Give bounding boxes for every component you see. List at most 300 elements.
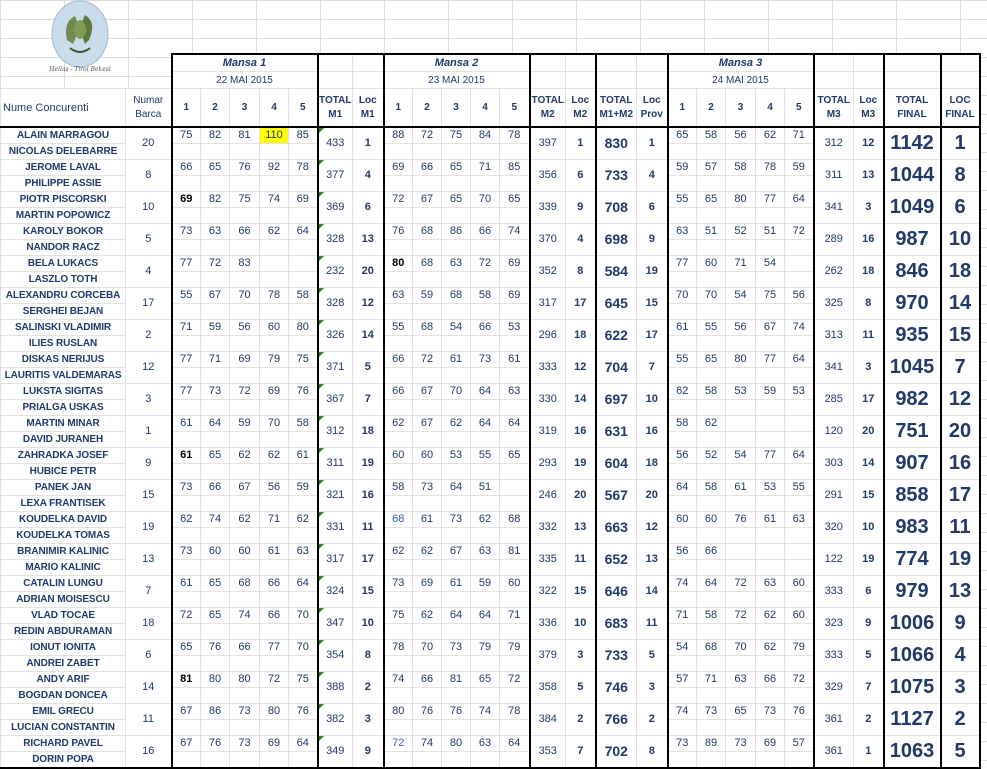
round-1-day-5-score [289,416,318,432]
score-value: 65 [208,577,222,589]
round-2-day-4-header [471,89,500,128]
total-m12-value: 652 [604,551,628,567]
score-value: 68 [392,513,405,525]
score-value: 75 [449,129,463,141]
score-value: 66 [267,609,281,621]
loc-m2 [566,127,596,160]
score-value: 73 [676,737,689,749]
round-1-day-1-score [172,160,201,176]
loc-prov [637,192,668,224]
round-2-day-4-score [471,288,500,304]
round-3-day-5-spacer [785,528,814,544]
score-value: 71 [267,513,281,525]
round-3-day-label: 2 [708,101,714,113]
crew-name-2 [1,592,126,608]
round-3-day-1-spacer [668,624,697,640]
score-value: 73 [392,577,405,589]
total-m1 [318,384,353,416]
score-value: 63 [676,225,689,237]
round-3-day-2-score [697,608,726,624]
round-1-day-3-score [230,416,260,432]
round-2-day-5-spacer [500,208,530,224]
score-value: 64 [478,385,492,397]
round-2-day-5-score [500,640,530,656]
round-1-day-5-spacer [289,304,318,320]
round-3-day-2-spacer [697,688,726,704]
round-3-day-2-spacer [697,464,726,480]
loc-m3-value: 13 [862,169,875,181]
round-3-day-5-spacer [785,432,814,448]
loc-m2 [566,160,596,192]
score-value: 65 [676,129,689,141]
loc-m3 [854,416,884,448]
round-2-day-4-spacer [471,656,500,672]
table-row [1,192,980,208]
round-3-day-3-score [726,704,756,720]
round-3-day-1-score [668,480,697,496]
total-m3 [814,576,854,608]
round-2-day-1-score [384,448,413,464]
round-3-day-4-score [756,480,785,496]
score-value: 55 [478,449,492,461]
boat-number [126,127,172,160]
loc-m2 [566,480,596,512]
round-3-day-4-spacer [756,688,785,704]
score-value: 62 [267,225,281,237]
round-1-day-label: 3 [241,101,248,113]
score-value: 64 [792,449,805,461]
round-2-day-4-spacer [471,304,500,320]
round-1-day-5-spacer [289,720,318,736]
score-value: 75 [763,289,777,301]
round-3-day-2-score [697,416,726,432]
total-m3 [814,127,854,160]
round-2-day-1-spacer [384,400,413,416]
loc-prov-value: 4 [648,169,655,181]
score-value: 79 [508,641,521,653]
score-value: 59 [420,289,434,301]
total-m12-value: 733 [604,167,628,183]
total-m1-value: 347 [326,617,345,629]
round-2-day-4-score [471,320,500,336]
boat-number-value: 6 [145,649,152,661]
round-2-day-label: 5 [511,101,518,113]
round-3-day-2-spacer [697,176,726,192]
total-m12 [596,224,637,256]
round-1-day-2-score [201,127,230,144]
round-3-day-1-score [668,576,697,592]
score-value: 68 [508,513,521,525]
round-1-day-2-spacer [201,624,230,640]
score-value: 66 [238,225,251,237]
total-m1-value: 331 [326,521,345,533]
round-2-day-4-score [471,448,500,464]
loc-prov-value: 1 [648,137,655,149]
score-value: 74 [267,193,281,205]
loc-m3-value: 19 [862,553,875,565]
score-value: 71 [734,257,747,269]
crew-member-name: MARIO KALINIC [25,562,101,573]
crew-name-2 [1,688,126,704]
total-m2-value: 293 [538,457,557,469]
round-1-day-5-spacer [289,496,318,512]
round-2-day-5-score [500,352,530,368]
crew-name-1 [1,576,126,592]
loc-prov [637,704,668,736]
score-value: 68 [704,641,718,653]
results-table [0,53,981,769]
crew-member-name: DISKAS NERIJUS [21,354,105,365]
score-value: 58 [676,417,689,429]
round-3-day-4-score [756,704,785,720]
round-2-day-5-spacer [500,592,530,608]
round-3-day-2-spacer [697,752,726,769]
round-3-day-5-spacer [785,656,814,672]
crew-name-2 [1,432,126,448]
total-m1 [318,512,353,544]
round-2-day-3-score [442,192,471,208]
round-3-day-3-score [726,736,756,752]
round-3-day-3-score [726,288,756,304]
loc-m2 [566,448,596,480]
crew-name-2 [1,496,126,512]
total-m3-value: 323 [824,617,843,629]
total-m12 [596,448,637,480]
round-1-day-2-spacer [201,496,230,512]
round-1-day-3-score [230,224,260,240]
loc-m3-value: 6 [865,585,872,597]
score-value: 77 [763,193,777,205]
round-2-day-2-score [413,160,442,176]
loc-prov-value: 8 [648,745,655,757]
score-value: 59 [238,417,251,429]
score-value: 57 [676,673,689,685]
score-value: 77 [763,449,777,461]
round-3-day-4-score [756,224,785,240]
round-2-day-3-score [442,160,471,176]
total-m2 [530,320,566,352]
score-value: 65 [449,193,463,205]
crew-member-name: CATALIN LUNGU [23,578,103,589]
loc-m1 [353,608,384,640]
round-3-day-4-score [756,608,785,624]
loc-m3-value: 8 [865,297,872,309]
round-3-day-4-spacer [756,560,785,576]
round-1-day-1-score [172,544,201,560]
round-2-day-1-score [384,480,413,496]
loc-m3 [854,224,884,256]
loc-prov-value: 10 [645,393,658,405]
loc-m3-value: 17 [862,393,875,405]
total-m2 [530,256,566,288]
crew-name-1 [1,512,126,528]
loc-prov-label-line2: Prov [640,108,663,120]
score-value: 63 [296,545,309,557]
round-2-day-3-spacer [442,720,471,736]
round-1-day-5-score [289,288,318,304]
round-1-day-4-score [260,480,289,496]
total-m2 [530,192,566,224]
boat-number [126,160,172,192]
crew-member-name: PANEK JAN [34,482,92,493]
round-1-day-2-score [201,256,230,272]
score-value: 73 [734,737,747,749]
total-m12 [596,480,637,512]
round-3-day-3-spacer [726,368,756,384]
total-m3 [814,608,854,640]
round-1-day-2-spacer [201,208,230,224]
total-m3-value: 303 [824,457,843,469]
loc-final [941,544,980,576]
boat-number-value: 11 [142,713,154,725]
total-m1-value: 312 [326,425,345,437]
total-final-header [884,89,941,128]
round-1-day-2-score [201,416,230,432]
total-m12 [596,608,637,640]
score-value: 62 [296,513,309,525]
round-3-day-1-score [668,256,697,272]
crew-name-2 [1,720,126,736]
round-2-day-1-score [384,640,413,656]
round-3-day-5-score [785,608,814,624]
round-3-day-4-spacer [756,592,785,608]
loc-m2 [566,576,596,608]
boat-number [126,480,172,512]
round-3-day-3-spacer [726,688,756,704]
crew-member-name: KOUDELKA TOMAS [16,530,110,541]
loc-prov-label-line1: Loc [642,94,661,106]
round-2-day-1-score [384,416,413,432]
round-3-day-2-spacer [697,240,726,256]
round-2-day-3-spacer [442,496,471,512]
loc-m2-value: 14 [574,393,587,405]
round-2-day-3-spacer [442,752,471,769]
score-value: 59 [296,481,309,493]
score-value: 55 [792,481,805,493]
loc-m1-value: 8 [364,649,371,661]
score-value: 65 [704,193,718,205]
round-3-day-1-spacer [668,752,697,769]
boat-number-value: 18 [142,617,155,629]
round-2-day-4-score [471,127,500,144]
round-2-day-1-spacer [384,496,413,512]
round-2-day-1-score [384,160,413,176]
round-2-day-2-spacer [413,656,442,672]
round-3-day-2-spacer [697,144,726,160]
crew-member-name: BRANIMIR KALINIC [17,546,109,557]
score-value: 65 [734,705,747,717]
round-2-day-2-spacer [413,208,442,224]
total-m2-label-line1: TOTAL [531,94,564,106]
round-2-day-3-spacer [442,688,471,704]
total-final-value: 1127 [890,708,934,730]
total-m3-value: 361 [824,713,843,725]
table-row [1,544,980,560]
round-3-day-4-header [756,89,785,128]
table-row [1,256,980,272]
total-m1-value: 328 [326,297,345,309]
round-3-day-5-spacer [785,752,814,769]
boat-number-value: 8 [145,169,152,181]
round-1-day-5-score [289,608,318,624]
loc-m3-value: 2 [865,713,872,725]
crew-name-2 [1,144,126,160]
round-1-day-5-score [289,224,318,240]
round-1-day-2-score [201,544,230,560]
round-1-day-4-score [260,448,289,464]
score-value: 56 [792,289,805,301]
round-1-day-1-spacer [172,688,201,704]
loc-prov [637,448,668,480]
round-3-day-5-spacer [785,624,814,640]
round-1-day-label: 2 [212,101,218,113]
round-2-day-5-score [500,544,530,560]
round-1-day-5-score [289,480,318,496]
score-value: 51 [763,225,777,237]
crew-member-name: ANDREI ZABET [26,658,100,669]
round-1-day-3-spacer [230,528,260,544]
score-value: 76 [208,737,222,749]
round-2-day-3-score [442,640,471,656]
total-final [884,672,941,704]
score-value: 70 [238,289,251,301]
score-value: 65 [449,161,463,173]
round-2-day-1-spacer [384,144,413,160]
round-2-day-4-spacer [471,144,500,160]
round-1-day-1-score [172,192,201,208]
round-1-day-3-score [230,736,260,752]
crew-name-2 [1,656,126,672]
score-value: 64 [704,577,718,589]
crew-member-name: LUCIAN CONSTANTIN [11,722,115,733]
boat-number [126,416,172,448]
total-m3 [814,448,854,480]
loc-final [941,448,980,480]
score-value: 61 [508,353,521,365]
round-1-day-1-header [172,89,201,128]
total-m1 [318,480,353,512]
score-value: 62 [420,545,434,557]
score-value: 74 [676,705,689,717]
round-2-day-4-score [471,384,500,400]
loc-m3-value: 3 [865,361,872,373]
round-1-day-5-spacer [289,240,318,256]
boat-number-value: 3 [145,393,152,405]
total-m1 [318,192,353,224]
total-m2 [530,576,566,608]
boat-number [126,736,172,769]
score-value: 80 [267,705,281,717]
round-2-day-1-spacer [384,688,413,704]
score-value: 64 [208,417,222,429]
score-value: 72 [267,673,281,685]
round-3-day-5-spacer [785,240,814,256]
loc-final-value: 20 [948,420,972,442]
round-1-day-5-header [289,89,318,128]
loc-prov [637,224,668,256]
round-2-day-1-spacer [384,336,413,352]
score-value: 58 [392,481,405,493]
loc-m3 [854,160,884,192]
score-value: 71 [208,353,222,365]
total-final-value: 858 [895,484,929,506]
score-value: 67 [238,481,251,493]
total-m12 [596,576,637,608]
round-3-day-4-spacer [756,464,785,480]
round-3-day-1-spacer [668,432,697,448]
score-value: 72 [508,673,521,685]
round-3-day-3-spacer [726,304,756,320]
round-1-day-3-score [230,544,260,560]
total-final-value: 982 [895,388,929,410]
round-3-day-5-score [785,320,814,336]
total-final [884,416,941,448]
loc-m3-value: 14 [862,457,875,469]
round-1-day-1-spacer [172,144,201,160]
round-3-day-3-spacer [726,496,756,512]
round-1-day-5-score [289,448,318,464]
round-1-day-4-score [260,160,289,176]
score-value: 62 [449,417,463,429]
round-2-day-4-score [471,736,500,752]
score-value: 73 [763,705,777,717]
round-1-day-2-spacer [201,336,230,352]
score-value: 72 [238,385,251,397]
round-3-day-4-score [756,192,785,208]
score-value: 53 [792,385,805,397]
round-3-day-2-score [697,576,726,592]
round-2-day-4-spacer [471,528,500,544]
loc-m3 [854,736,884,769]
crew-member-name: HUBICE PETR [29,466,97,477]
crew-name-2 [1,528,126,544]
round-3-day-2-score [697,127,726,144]
score-value: 72 [478,257,492,269]
round-1-day-1-spacer [172,304,201,320]
round-3-day-3-spacer [726,528,756,544]
crew-name-2 [1,400,126,416]
loc-m1-value: 16 [361,489,374,501]
round-3-day-1-spacer [668,688,697,704]
total-m1-value: 354 [326,649,345,661]
total-m2 [530,416,566,448]
round-1-day-5-score [289,384,318,400]
loc-final [941,160,980,192]
round-1-day-5-score [289,127,318,144]
round-1-day-2-score [201,384,230,400]
round-1-day-1-spacer [172,240,201,256]
round-2-day-4-score [471,640,500,656]
table-row [1,576,980,592]
loc-final-value: 12 [948,388,972,410]
crew-member-name: KOUDELKA DAVID [18,514,108,525]
total-m1 [318,672,353,704]
score-value: 76 [238,161,251,173]
round-2-day-1-spacer [384,560,413,576]
total-final-value: 987 [895,228,929,250]
round-3-day-4-score [756,127,785,144]
round-1-day-3-spacer [230,560,260,576]
loc-m3 [854,704,884,736]
round-1-day-2-score [201,224,230,240]
score-value: 69 [763,737,777,749]
round-1-date: 22 MAI 2015 [172,72,318,89]
total-m1-value: 369 [326,201,345,213]
score-value: 60 [792,577,805,589]
total-m12 [596,384,637,416]
score-value: 79 [267,353,281,365]
total-m1-label-line2: M1 [328,108,343,120]
